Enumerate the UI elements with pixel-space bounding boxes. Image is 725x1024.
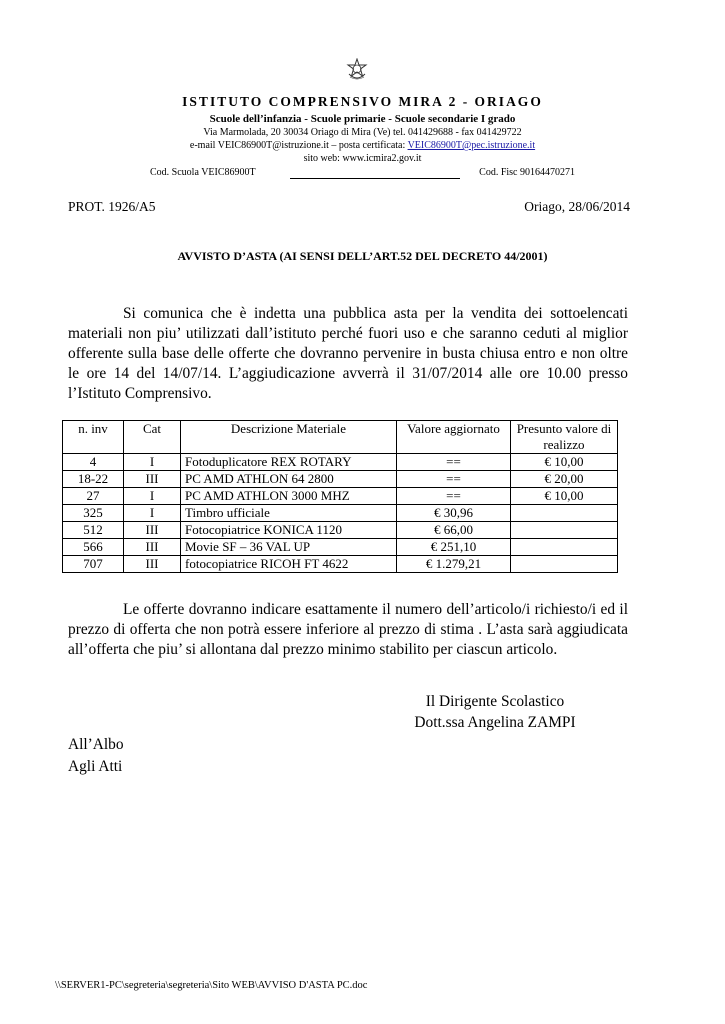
- school-address: Via Marmolada, 20 30034 Oriago di Mira (Ve) tel. 041429688 - fax 041429722: [203, 127, 522, 138]
- distribution-atti: Agli Atti: [68, 758, 123, 775]
- cell-descrizione: Fotocopiatrice KONICA 1120: [181, 522, 397, 539]
- school-name: ISTITUTO COMPRENSIVO MIRA 2 - ORIAGO: [182, 94, 543, 109]
- cell-presunto: [511, 556, 618, 573]
- cell-ninv: 325: [63, 505, 124, 522]
- table-row: [63, 522, 618, 539]
- header-rule: [290, 178, 460, 179]
- cell-presunto: [511, 522, 618, 539]
- offers-text: Le offerte dovranno indicare esattamente il numero dell’articolo/i richiesto/i ed il prezzo di offerta che non potrà essere inferiore al prezzo di stima . L’asta sarà aggiudicata all’offerta che piu’ si allontana dal prezzo minimo stabilito per ciascun articolo.: [68, 601, 628, 658]
- cell-valore: € 251,10: [397, 539, 511, 556]
- cell-valore: ==: [397, 454, 511, 471]
- table-row: [63, 505, 618, 522]
- cell-descrizione: Timbro ufficiale: [181, 505, 397, 522]
- materials-table: [62, 420, 618, 573]
- cell-cat: III: [124, 471, 181, 488]
- cell-descrizione: Fotoduplicatore REX ROTARY: [181, 454, 397, 471]
- cell-valore: € 66,00: [397, 522, 511, 539]
- cell-valore: ==: [397, 471, 511, 488]
- school-email-line: [0, 140, 725, 151]
- offers-paragraph: [68, 600, 628, 660]
- republic-emblem-icon: [346, 58, 368, 82]
- cell-valore: € 30,96: [397, 505, 511, 522]
- cell-presunto: € 10,00: [511, 454, 618, 471]
- col-header-presunto: Presunto valore di realizzo: [511, 421, 618, 454]
- cell-ninv: 707: [63, 556, 124, 573]
- email-text: e-mail VEIC86900T@istruzione.it – posta certificata:: [189, 140, 408, 151]
- protocol-number: PROT. 1926/A5: [68, 199, 156, 214]
- school-subtitle: Scuole dell’infanzia - Scuole primarie - Scuole secondarie I grado: [209, 113, 516, 125]
- cell-valore: € 1.279,21: [397, 556, 511, 573]
- cell-ninv: 512: [63, 522, 124, 539]
- school-website: sito web: www.icmira2.gov.it: [303, 153, 422, 164]
- cell-ninv: 4: [63, 454, 124, 471]
- cell-cat: I: [124, 505, 181, 522]
- col-header-ninv: n. inv: [63, 421, 124, 454]
- cell-ninv: 18-22: [63, 471, 124, 488]
- cell-descrizione: PC AMD ATHLON 3000 MHZ: [181, 488, 397, 505]
- cell-presunto: € 20,00: [511, 471, 618, 488]
- cod-fisc: Cod. Fisc 90164470271: [479, 167, 575, 178]
- cell-cat: III: [124, 556, 181, 573]
- table-row: [63, 556, 618, 573]
- file-path-footer: \\SERVER1-PC\segreteria\segreteria\Sito WEB\AVVISO D'ASTA PC.doc: [55, 980, 368, 991]
- materials-table-body: [63, 454, 618, 573]
- intro-text: Si comunica che è indetta una pubblica asta per la vendita dei sottoelencati materiali non piu’ utilizzati dall’istituto perché fuori uso e che saranno ceduti al miglior offerente sulla base delle offerte che dovranno pervenire in busta chiusa entro e non oltre le ore 14 del 14/07/14. L’aggiudicazione avverrà il 31/07/2014 alle ore 10.00 presso l’Istituto Comprensivo.: [68, 305, 628, 402]
- table-row: [63, 539, 618, 556]
- cell-cat: I: [124, 488, 181, 505]
- col-header-cat: Cat: [124, 421, 181, 454]
- document-date: Oriago, 28/06/2014: [524, 199, 630, 214]
- distribution-albo: All’Albo: [68, 736, 124, 753]
- table-row: [63, 488, 618, 505]
- signer-name: Dott.ssa Angelina ZAMPI: [414, 714, 576, 731]
- col-header-valore: Valore aggiornato: [397, 421, 511, 454]
- table-header-row: [63, 421, 618, 454]
- cell-descrizione: PC AMD ATHLON 64 2800: [181, 471, 397, 488]
- cell-presunto: [511, 539, 618, 556]
- cell-cat: I: [124, 454, 181, 471]
- cell-presunto: [511, 505, 618, 522]
- cell-ninv: 566: [63, 539, 124, 556]
- document-subject: AVVISTO D’ASTA (AI SENSI DELL’ART.52 DEL DECRETO 44/2001): [177, 249, 548, 263]
- table-row: [63, 454, 618, 471]
- signer-title: Il Dirigente Scolastico: [425, 693, 565, 710]
- cell-cat: III: [124, 522, 181, 539]
- cell-ninv: 27: [63, 488, 124, 505]
- pec-email-link[interactable]: VEIC86900T@pec.istruzione.it: [407, 140, 536, 151]
- cell-descrizione: Movie SF – 36 VAL UP: [181, 539, 397, 556]
- table-row: [63, 471, 618, 488]
- cell-cat: III: [124, 539, 181, 556]
- col-header-descrizione: Descrizione Materiale: [181, 421, 397, 454]
- intro-paragraph: [68, 304, 628, 404]
- cod-scuola: Cod. Scuola VEIC86900T: [150, 167, 256, 178]
- cell-presunto: € 10,00: [511, 488, 618, 505]
- cell-valore: ==: [397, 488, 511, 505]
- cell-descrizione: fotocopiatrice RICOH FT 4622: [181, 556, 397, 573]
